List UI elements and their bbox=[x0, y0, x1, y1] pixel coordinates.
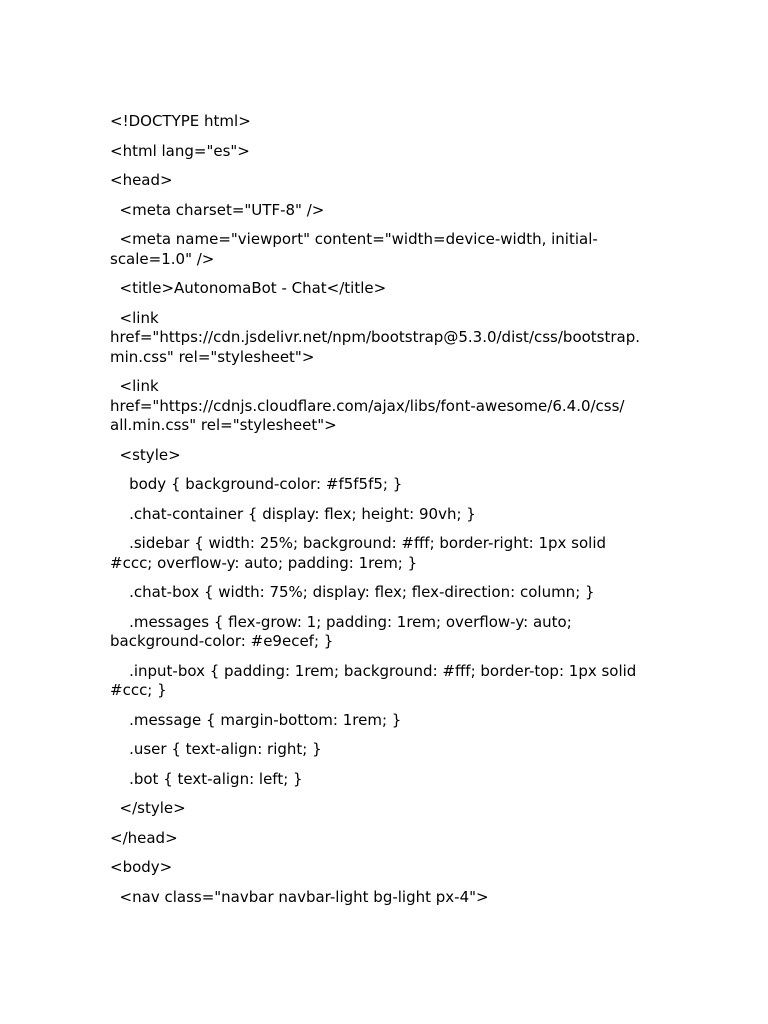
head-close-line: </head> bbox=[110, 828, 178, 847]
css-chat-container-line: .chat-container { display: flex; height: 90vh; } bbox=[110, 504, 476, 523]
document-page bbox=[110, 112, 670, 917]
body-open-line: <body> bbox=[110, 858, 173, 876]
style-open-line: <style> bbox=[110, 445, 181, 464]
css-chat-box-line: .chat-box { width: 75%; display: flex; flex-direction: column; } bbox=[110, 583, 595, 601]
style-close-line: </style> bbox=[110, 799, 186, 817]
css-messages-line: .messages { flex-grow: 1; padding: 1rem; overflow-y: auto; background-color: #e9ecef; } bbox=[110, 612, 572, 650]
title-line: <title>AutonomaBot - Chat</title> bbox=[110, 279, 387, 297]
fontawesome-link-line: <link href="https://cdnjs.cloudflare.com/ajax/libs/font-awesome/6.4.0/css/ all.min.css" rel="stylesheet"> bbox=[110, 377, 625, 434]
doctype-line: <!DOCTYPE html> bbox=[110, 112, 251, 130]
css-user-line: .user { text-align: right; } bbox=[110, 740, 322, 758]
css-bot-line: .bot { text-align: left; } bbox=[110, 769, 303, 788]
html-open-line: <html lang="es"> bbox=[110, 141, 250, 160]
meta-charset-line: <meta charset="UTF-8" /> bbox=[110, 200, 325, 219]
css-body-line: body { background-color: #f5f5f5; } bbox=[110, 475, 403, 493]
head-open-line: <head> bbox=[110, 171, 173, 189]
meta-viewport-line: <meta name="viewport" content="width=device-width, initial- scale=1.0" /> bbox=[110, 230, 598, 268]
css-sidebar-line: .sidebar { width: 25%; background: #fff; border-right: 1px solid #ccc; overflow-y: auto; padding: 1rem; } bbox=[110, 534, 607, 572]
css-message-line: .message { margin-bottom: 1rem; } bbox=[110, 710, 402, 729]
css-input-box-line: .input-box { padding: 1rem; background: #fff; border-top: 1px solid #ccc; } bbox=[110, 661, 637, 699]
nav-open-line: <nav class="navbar navbar-light bg-light px-4"> bbox=[110, 887, 489, 906]
bootstrap-link-line: <link href="https://cdn.jsdelivr.net/npm/bootstrap@5.3.0/dist/css/bootstrap. min.css" rel="stylesheet"> bbox=[110, 308, 641, 366]
